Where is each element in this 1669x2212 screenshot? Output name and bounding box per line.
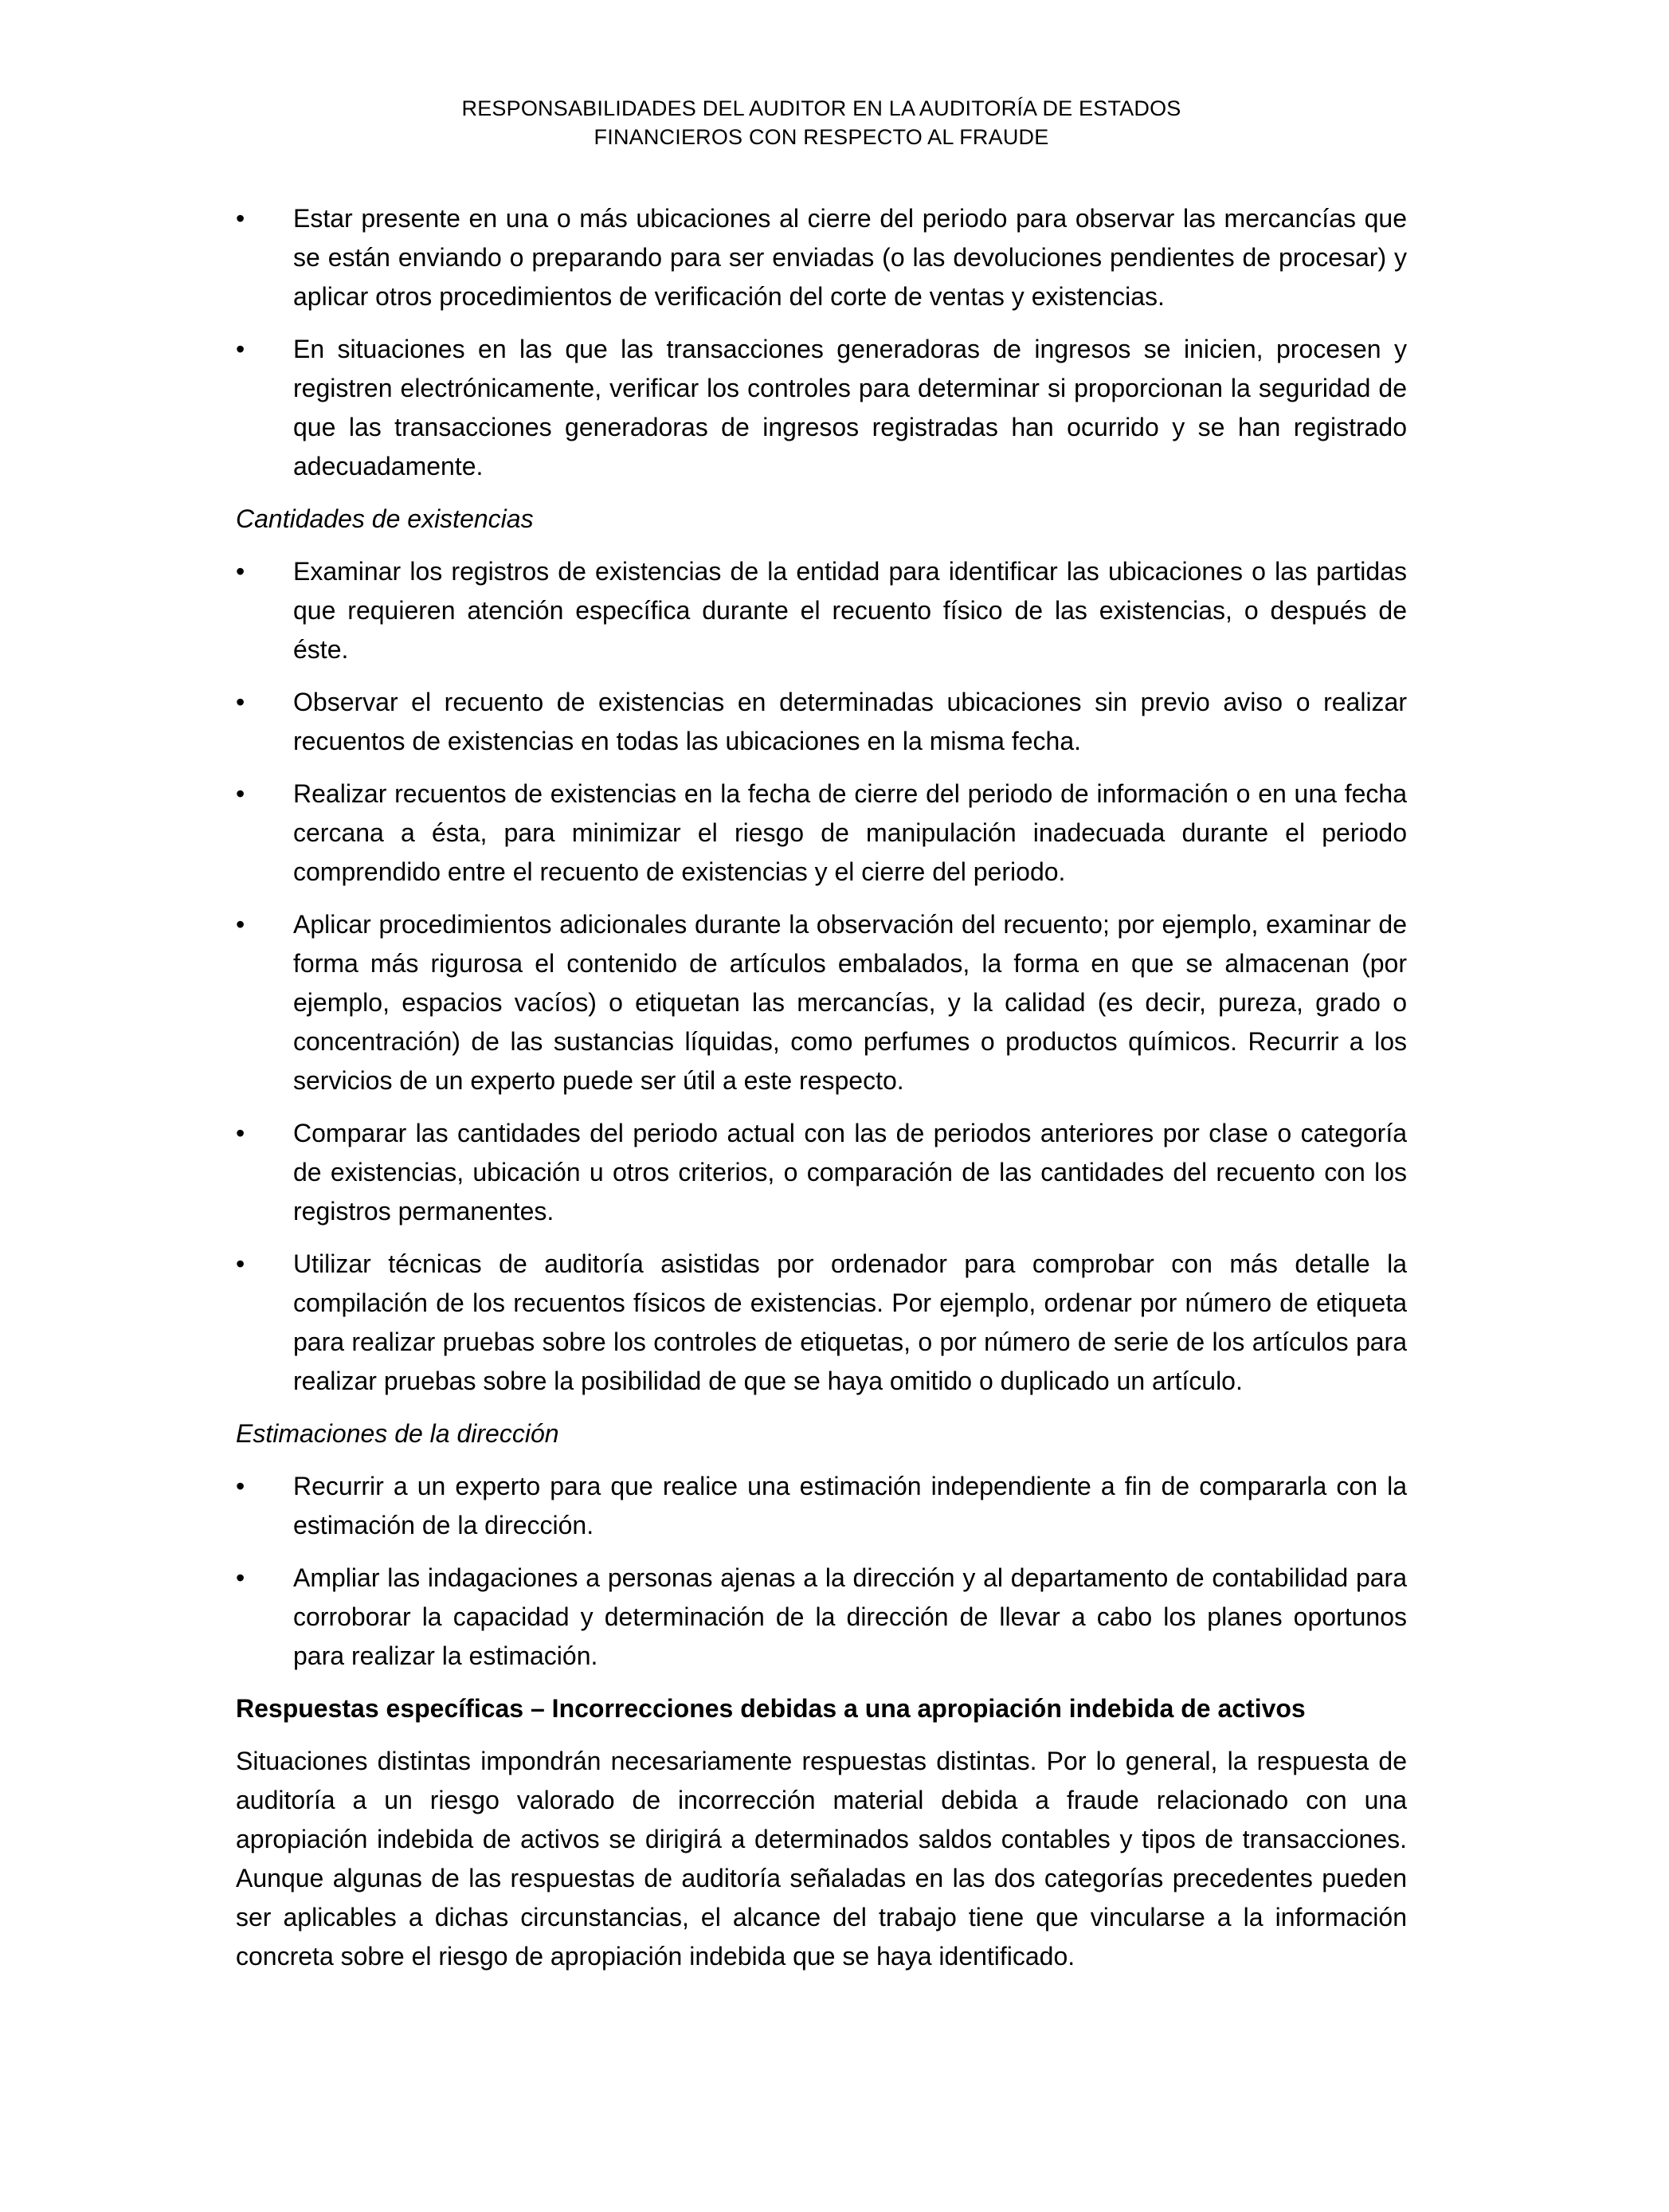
section-label-estimaciones: Estimaciones de la dirección: [236, 1419, 559, 1448]
bullet-icon: •: [236, 1249, 245, 1278]
list-item-text: Observar el recuento de existencias en determinadas ubicaciones sin previo aviso o realizar recuentos de existencias en todas las ubicaciones en la misma fecha.: [293, 688, 1407, 755]
list-item-text: Comparar las cantidades del periodo actual con las de periodos anteriores por clase o categoría de existencias, ubicación u otros criterios, o comparación de las cantidades del recuento con los registros permanentes.: [293, 1119, 1407, 1226]
list-item-text: Estar presente en una o más ubicaciones al cierre del periodo para observar las mercancías que se están enviando o preparando para ser enviadas (o las devoluciones pendientes de procesar) y aplicar otros procedimientos de verificación del corte de ventas y existencias.: [293, 204, 1407, 311]
list-item: [236, 1245, 1407, 1401]
section-heading-respuestas: Respuestas específicas – Incorrecciones debidas a una apropiación indebida de activos: [236, 1694, 1306, 1723]
list-item: [236, 775, 1407, 892]
list-item: [236, 552, 1407, 669]
section-label-cantidades: Cantidades de existencias: [236, 504, 534, 533]
list-item-text: Recurrir a un experto para que realice una estimación independiente a fin de compararla con la estimación de la dirección.: [293, 1472, 1407, 1539]
bullet-icon: •: [236, 1472, 245, 1500]
list-item-text: Ampliar las indagaciones a personas ajenas a la dirección y al departamento de contabilidad para corroborar la capacidad y determinación de la dirección de llevar a cabo los planes oportunos para realizar la estimación.: [293, 1563, 1407, 1670]
list-item-text: Examinar los registros de existencias de la entidad para identificar las ubicaciones o las partidas que requieren atención específica durante el recuento físico de las existencias, o después de éste.: [293, 557, 1407, 664]
list-item: [236, 330, 1407, 486]
list-item-text: Realizar recuentos de existencias en la fecha de cierre del periodo de información o en una fecha cercana a ésta, para minimizar el riesgo de manipulación inadecuada durante el periodo comprendido entre el recuento de existencias y el cierre del periodo.: [293, 779, 1407, 886]
list-item: [236, 683, 1407, 761]
bullet-icon: •: [236, 204, 245, 233]
bullet-icon: •: [236, 779, 245, 808]
bullet-icon: •: [236, 557, 245, 586]
bullet-icon: •: [236, 688, 245, 716]
bullet-icon: •: [236, 910, 245, 939]
list-item: [236, 1467, 1407, 1545]
list-item-text: Aplicar procedimientos adicionales durante la observación del recuento; por ejemplo, examinar de forma más rigurosa el contenido de artículos embalados, la forma en que se almacenan (por ejemplo, espacios vacíos) o etiquetan las mercancías, y la calidad (es decir, pureza, grado o concentración) de las sustancias líquidas, como perfumes o productos químicos. Recurrir a los servicios de un experto puede ser útil a este respecto.: [293, 910, 1407, 1095]
list-item: [236, 199, 1407, 316]
bullet-icon: •: [236, 335, 245, 363]
header-line-2: FINANCIEROS CON RESPECTO AL FRAUDE: [594, 125, 1049, 149]
body-paragraph: Situaciones distintas impondrán necesariamente respuestas distintas. Por lo general, la respuesta de auditoría a un riesgo valorado de incorrección material debida a fraude relacionado con una apropiación indebida de activos se dirigirá a determinados saldos contables y tipos de transacciones. Aunque algunas de las respuestas de auditoría señaladas en las dos categorías precedentes pueden ser aplicables a dichas circunstancias, el alcance del trabajo tiene que vincularse a la información concreta sobre el riesgo de apropiación indebida que se haya identificado.: [236, 1747, 1407, 1971]
list-item-text: En situaciones en las que las transacciones generadoras de ingresos se inicien, procesen y registren electrónicamente, verificar los controles para determinar si proporcionan la seguridad de que las transacciones generadoras de ingresos registradas han ocurrido y se han registrado adecuadamente.: [293, 335, 1407, 480]
list-item: [236, 905, 1407, 1100]
document-body: [236, 199, 1407, 1976]
header-line-1: RESPONSABILIDADES DEL AUDITOR EN LA AUDITORÍA DE ESTADOS: [461, 96, 1181, 120]
page-header: [236, 94, 1407, 151]
list-item: [236, 1559, 1407, 1676]
list-item: [236, 1114, 1407, 1231]
bullet-icon: •: [236, 1119, 245, 1147]
bullet-icon: •: [236, 1563, 245, 1592]
list-item-text: Utilizar técnicas de auditoría asistidas por ordenador para comprobar con más detalle la compilación de los recuentos físicos de existencias. Por ejemplo, ordenar por número de etiqueta para realizar pruebas sobre los controles de etiquetas, o por número de serie de los artículos para realizar pruebas sobre la posibilidad de que se haya omitido o duplicado un artículo.: [293, 1249, 1407, 1395]
